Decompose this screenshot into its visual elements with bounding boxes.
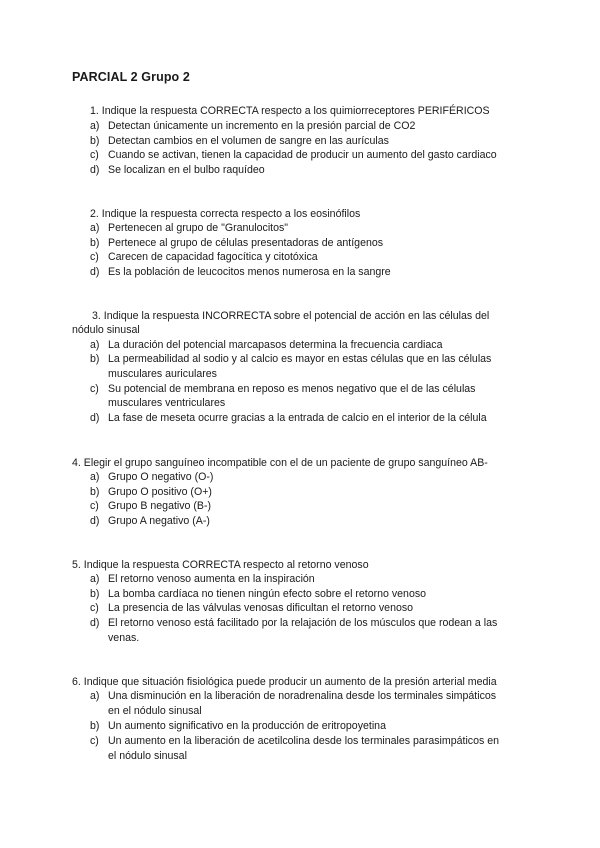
question-3-option-a	[90, 338, 442, 353]
option-text: La permeabilidad al sodio y al calcio es mayor en estas células que en las células	[108, 353, 492, 365]
option-label: d)	[90, 266, 100, 278]
option-text: Un aumento en la liberación de acetilcolina desde los terminales parasimpáticos en	[108, 735, 500, 747]
option-label: b)	[90, 353, 100, 365]
option-label: a)	[90, 690, 100, 702]
question-1-option-b	[90, 134, 389, 149]
question-3-option-d	[90, 411, 487, 426]
option-text: Grupo B negativo (B-)	[108, 500, 212, 512]
question-4-option-d	[90, 514, 210, 529]
question-5-option-b	[90, 587, 426, 602]
option-text: Grupo O negativo (O-)	[108, 471, 214, 483]
option-label: a)	[90, 573, 100, 585]
question-3-option-b	[90, 352, 491, 367]
question-2-option-a	[90, 221, 288, 236]
option-text: Pertenece al grupo de células presentadoras de antígenos	[108, 237, 384, 249]
question-1-stem: 1. Indique la respuesta CORRECTA respecto a los quimiorreceptores PERIFÉRICOS	[90, 105, 490, 117]
option-text: Se localizan en el bulbo raquídeo	[108, 164, 265, 176]
option-text: Una disminución en la liberación de noradrenalina desde los terminales simpáticos	[108, 690, 497, 702]
option-label: a)	[90, 120, 100, 132]
option-label: c)	[90, 602, 99, 614]
question-6-option-c-continued: el nódulo sinusal	[108, 750, 187, 762]
question-4-option-a	[90, 470, 213, 485]
option-text: Detectan únicamente un incremento en la presión parcial de CO2	[108, 120, 416, 132]
question-5-stem: 5. Indique la respuesta CORRECTA respecto al retorno venoso	[72, 559, 369, 571]
question-4-option-b	[90, 485, 212, 500]
option-text: El retorno venoso está facilitado por la relajación de los músculos que rodean a las	[108, 617, 498, 629]
option-label: c)	[90, 383, 99, 395]
question-2-option-c	[90, 250, 318, 265]
question-2-option-b	[90, 236, 383, 251]
question-3-option-c-continued: musculares ventriculares	[108, 397, 226, 409]
question-4-option-c	[90, 499, 211, 514]
option-text: La fase de meseta ocurre gracias a la entrada de calcio en el interior de la célula	[108, 412, 487, 424]
option-text: Grupo A negativo (A-)	[108, 515, 210, 527]
question-1-option-a	[90, 119, 415, 134]
option-text: Su potencial de membrana en reposo es menos negativo que el de las células	[108, 383, 476, 395]
option-text: La presencia de las válvulas venosas dificultan el retorno venoso	[108, 602, 414, 614]
option-text: El retorno venoso aumenta en la inspiración	[108, 573, 315, 585]
question-1-option-d	[90, 163, 265, 178]
question-5-option-c	[90, 601, 413, 616]
question-6-stem: 6. Indique que situación fisiológica puede producir un aumento de la presión arterial media	[72, 676, 497, 688]
option-label: b)	[90, 588, 100, 600]
option-label: c)	[90, 735, 99, 747]
option-label: a)	[90, 339, 100, 351]
option-label: b)	[90, 135, 100, 147]
option-label: b)	[90, 720, 100, 732]
option-label: c)	[90, 251, 99, 263]
option-text: Cuando se activan, tienen la capacidad de producir un aumento del gasto cardiaco	[108, 149, 497, 161]
option-label: b)	[90, 486, 100, 498]
question-2-option-d	[90, 265, 391, 280]
question-6-option-b	[90, 719, 386, 734]
option-label: d)	[90, 515, 100, 527]
option-text: Es la población de leucocitos menos numerosa en la sangre	[108, 266, 391, 278]
question-2-stem: 2. Indique la respuesta correcta respecto a los eosinófilos	[90, 208, 361, 220]
question-3-stem: 3. Indique la respuesta INCORRECTA sobre el potencial de acción en las células del	[92, 310, 490, 322]
option-text: La bomba cardíaca no tienen ningún efecto sobre el retorno venoso	[108, 588, 427, 600]
question-6-option-a	[90, 689, 496, 704]
option-label: c)	[90, 149, 99, 161]
option-label: d)	[90, 617, 100, 629]
question-5-option-a	[90, 572, 315, 587]
option-text: Carecen de capacidad fagocítica y citotóxica	[108, 251, 318, 263]
question-6-option-c	[90, 734, 499, 749]
question-3-option-c	[90, 382, 475, 397]
question-3-option-b-continued: musculares auriculares	[108, 368, 217, 380]
option-text: Detectan cambios en el volumen de sangre en las aurículas	[108, 135, 389, 147]
option-label: a)	[90, 222, 100, 234]
page-title: PARCIAL 2 Grupo 2	[72, 70, 190, 84]
option-label: d)	[90, 412, 100, 424]
question-5-option-d	[90, 616, 497, 631]
question-4-stem: 4. Elegir el grupo sanguíneo incompatible con el de un paciente de grupo sanguíneo AB-	[72, 457, 488, 469]
option-label: b)	[90, 237, 100, 249]
question-6-option-a-continued: en el nódulo sinusal	[108, 705, 202, 717]
question-5-option-d-continued: venas.	[108, 632, 140, 644]
question-3-stem-continued: nódulo sinusal	[72, 324, 140, 336]
option-text: Grupo O positivo (O+)	[108, 486, 212, 498]
option-label: c)	[90, 500, 99, 512]
option-label: d)	[90, 164, 100, 176]
option-label: a)	[90, 471, 100, 483]
option-text: La duración del potencial marcapasos determina la frecuencia cardiaca	[108, 339, 443, 351]
option-text: Un aumento significativo en la producción de eritropoyetina	[108, 720, 386, 732]
question-1-option-c	[90, 148, 497, 163]
option-text: Pertenecen al grupo de "Granulocitos"	[108, 222, 289, 234]
